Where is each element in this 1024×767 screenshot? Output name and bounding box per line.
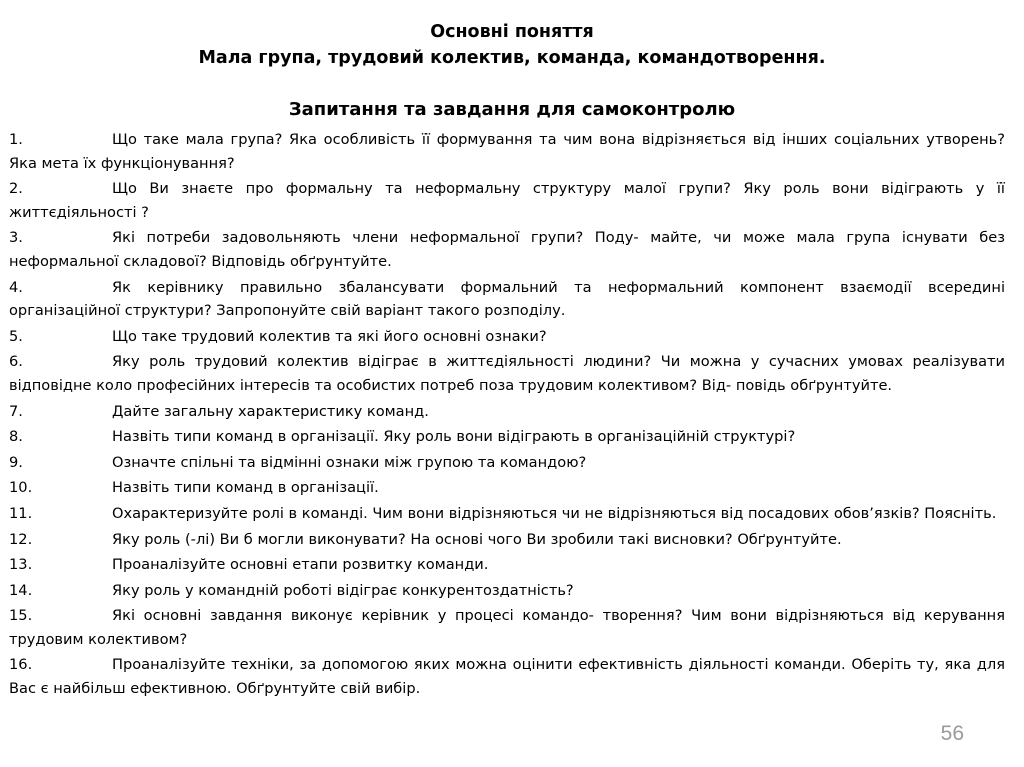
list-item-text: Назвіть типи команд в організації. Яку роль вони відіграють в організаційній структурі? [112, 428, 796, 446]
list-item [9, 553, 1005, 577]
list-item [9, 128, 1005, 175]
list-item-number: 15. [9, 607, 33, 625]
list-item [9, 325, 1005, 349]
list-item-number: 8. [9, 428, 23, 446]
list-item [9, 502, 1005, 526]
list-item-number: 16. [9, 656, 33, 674]
list-item-text: Які потреби задовольняють члени неформальної групи? Поду- майте, чи може мала група існувати без неформальної складової? Відповідь обґрунтуйте. [9, 229, 1005, 270]
list-item-number: 6. [9, 353, 23, 371]
section-title: Запитання та завдання для самоконтролю [288, 99, 736, 120]
list-item [9, 226, 1005, 273]
list-item [9, 476, 1005, 500]
list-item-number: 1. [9, 131, 23, 148]
list-item-text: Яку роль (-лі) Ви б могли виконувати? На основі чого Ви зробили такі висновки? Обґрунтуйте. [112, 530, 842, 548]
list-item [9, 350, 1005, 397]
list-item [9, 451, 1005, 475]
list-item-number: 11. [9, 504, 33, 522]
list-item-number: 12. [9, 530, 33, 548]
list-item-number: 2. [9, 180, 23, 198]
list-item-number: 14. [9, 581, 33, 599]
list-item-number: 5. [9, 327, 23, 345]
list-item-text: Назвіть типи команд в організації. [112, 479, 379, 497]
list-item-text: Дайте загальну характеристику команд. [112, 402, 429, 420]
list-item-text: Охарактеризуйте ролі в команді. Чим вони відрізняються чи не відрізняються від посадових обов’язків? Поясніть. [112, 504, 997, 522]
question-list [9, 128, 1005, 703]
list-item [9, 177, 1005, 224]
list-item [9, 653, 1005, 700]
list-item [9, 604, 1005, 651]
list-item-text: Яку роль трудовий колектив відіграє в життєдіяльності людини? Чи можна у сучасних умовах реалізувати відповідне коло професійних інтересів та особистих потреб поза трудовим колективом? Від- повідь обґрунтуйте. [9, 353, 1005, 394]
list-item-number: 13. [9, 556, 33, 574]
page-number: 56 [940, 722, 964, 745]
list-item-text: Означте спільні та відмінні ознаки між групою та командою? [112, 453, 587, 471]
page-subtitle: Мала група, трудовий колектив, команда, командотворення. [198, 48, 826, 68]
list-item-text: Як керівнику правильно збалансувати формальний та неформальний компонент взаємодії всередині організаційної структури? Запропонуйте свій варіант такого розподілу. [9, 278, 1005, 320]
list-item [9, 528, 1005, 552]
list-item-number: 10. [9, 479, 33, 497]
list-item-text: Проаналізуйте основні етапи розвитку команди. [112, 556, 489, 574]
list-item-text: Проаналізуйте техніки, за допомогою яких можна оцінити ефективність діяльності команди. Оберіть ту, яка для Вас є найбільш ефективною. Обґрунтуйте свій вибір. [9, 656, 1005, 698]
list-item [9, 400, 1005, 424]
list-item-number: 9. [9, 453, 23, 471]
list-item-number: 7. [9, 402, 23, 420]
list-item-text: Що таке мала група? Яка особливість її формування та чим вона відрізняється від інших соціальних утворень? Яка мета їх функціонування? [9, 131, 1005, 172]
list-item-text: Які основні завдання виконує керівник у процесі командо- творення? Чим вони відрізняються від керування трудовим колективом? [9, 607, 1005, 648]
page-title: Основні поняття [430, 22, 594, 42]
list-item-text: Що таке трудовий колектив та які його основні ознаки? [112, 327, 547, 345]
list-item-text: Що Ви знаєте про формальну та неформальну структуру малої групи? Яку роль вони відіграють у її життєдіяльності ? [9, 180, 1005, 221]
list-item [9, 425, 1005, 449]
list-item-text: Яку роль у командній роботі відіграє конкурентоздатність? [112, 581, 574, 599]
list-item [9, 579, 1005, 603]
list-item [9, 276, 1005, 323]
list-item-number: 4. [9, 278, 23, 296]
list-item-number: 3. [9, 229, 23, 247]
